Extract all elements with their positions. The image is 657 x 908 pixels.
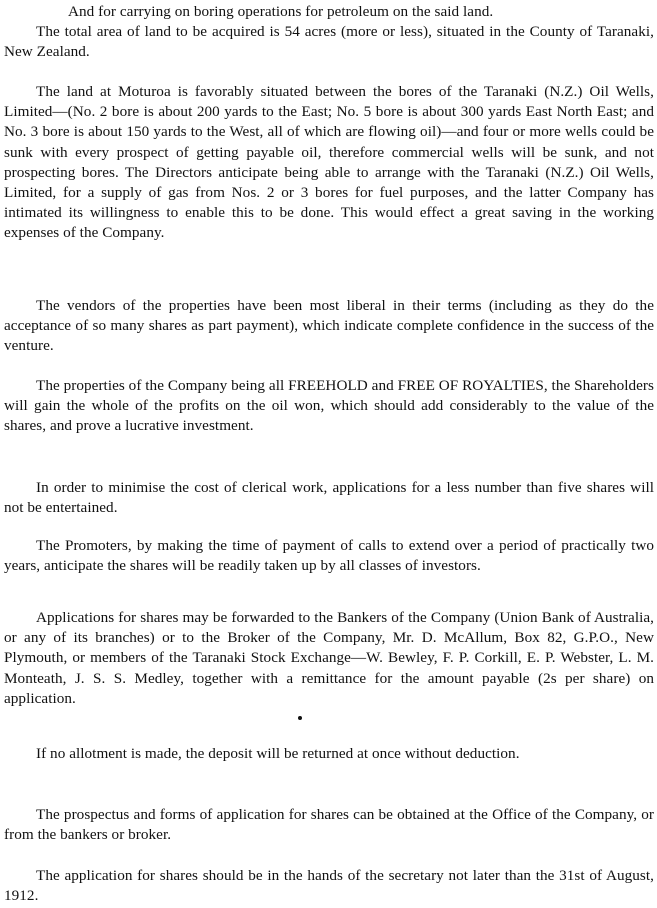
paragraph-boring-operations: And for carrying on boring operations for petroleum on the said land. <box>68 3 494 20</box>
paragraph-applications: Applications for shares may be forwarded to the Bankers of the Company (Union Bank of Australia, or any of its branches) or to the Broker of the Company, Mr. D. McAllum, Box 82, G.P.O., New Plymouth, or members of the Taranaki Stock Exchange—W. Bewley, F. P. Corkill, E. P. Webster, L. M. Monteath, J. S. S. Medley, together with a remittance for the amount payable (2s per share) on application. <box>4 609 654 707</box>
paragraph-no-allotment: If no allotment is made, the deposit will be returned at once without deduction. <box>36 745 520 762</box>
paragraph-prospectus-forms: The prospectus and forms of application for shares can be obtained at the Office of the Company, or from the bankers or broker. <box>4 806 654 844</box>
paragraph-freehold-properties: The properties of the Company being all FREEHOLD and FREE OF ROYALTIES, the Shareholders will gain the whole of the profits on the oil won, which should add considerably to the value of the shares, and prove a lucrative investment. <box>4 377 654 435</box>
paragraph-application-deadline: The application for shares should be in the hands of the secretary not later than the 31st of August, 1912. <box>4 867 654 905</box>
paragraph-total-area: The total area of land to be acquired is 54 acres (more or less), situated in the County of Taranaki, New Zealand. <box>4 23 654 61</box>
ink-dot-mark <box>298 716 302 720</box>
paragraph-vendors: The vendors of the properties have been most liberal in their terms (including as they do the acceptance of so many shares as part payment), which indicate complete confidence in the success of the venture. <box>4 297 654 355</box>
paragraph-land-at-moturoa: The land at Moturoa is favorably situated between the bores of the Taranaki (N.Z.) Oil Wells, Limited—(No. 2 bore is about 200 yards to the East; No. 5 bore is about 300 yards East North East; and No. 3 bore is about 150 yards to the West, all of which are flowing oil)—and four or more wells could be sunk with every prospect of getting payable oil, therefore commercial wells will be sunk, and not prospecting bores. The Directors anticipate being able to arrange with the Taranaki (N.Z.) Oil Wells, Limited, for a supply of gas from Nos. 2 or 3 bores for fuel purposes, and the latter Company has intimated its willingness to enable this to be done. This would effect a great saving in the working expenses of the Company. <box>4 83 654 242</box>
paragraph-minimum-application: In order to minimise the cost of clerical work, applications for a less number than five shares will not be entertained. <box>4 479 654 517</box>
paragraph-promoters: The Promoters, by making the time of payment of calls to extend over a period of practically two years, anticipate the shares will be readily taken up by all classes of investors. <box>4 537 654 575</box>
